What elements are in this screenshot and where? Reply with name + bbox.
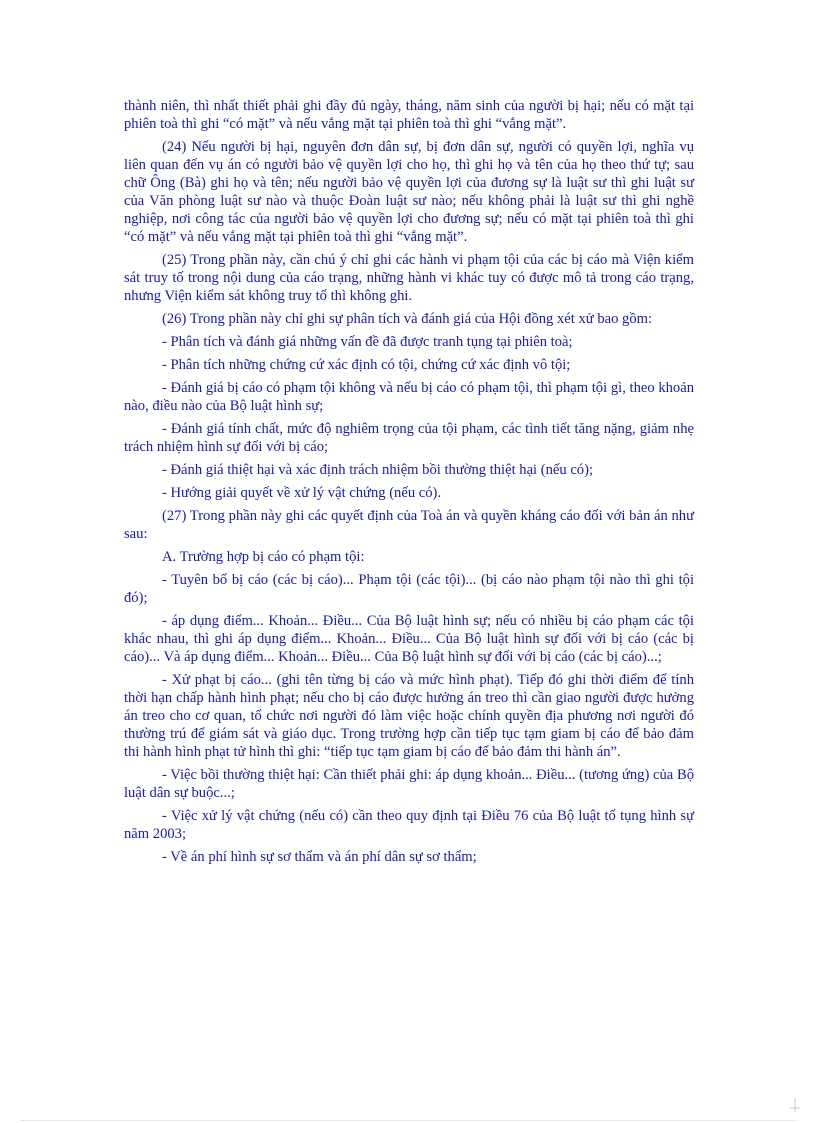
list-item: - Phân tích những chứng cứ xác định có tội, chứng cứ xác định vô tội; xyxy=(162,357,571,373)
paragraph-note-26: (26) Trong phần này chỉ ghi sự phân tích và đánh giá của Hội đồng xét xử bao gồm: xyxy=(162,311,653,327)
list-item: - Đánh giá tính chất, mức độ nghiêm trọng của tội phạm, các tình tiết tăng nặng, giảm nhẹ trách nhiệm hình sự đối với bị cáo; xyxy=(124,421,694,455)
list-item: - Hướng giải quyết về xử lý vật chứng (nếu có). xyxy=(162,485,442,501)
paragraph-note-24: (24) Nếu người bị hại, nguyên đơn dân sự, bị đơn dân sự, người có quyền lợi, nghĩa vụ liên quan đến vụ án có người bảo vệ quyền lợi cho họ, thì ghi họ và tên của họ theo thứ tự; sau chữ Ông (Bà) ghi họ và tên; nếu người bảo vệ quyền lợi của đương sự là luật sư thì ghi luật sư của Văn phòng luật sư nào và thuộc Đoàn luật sư nào; nếu không phải là luật sư thì ghi nghề nghiệp, nơi công tác của người bảo vệ quyền lợi cho đương sự; nếu có mặt tại phiên toà thì ghi “có mặt” và nếu vắng mặt tại phiên toà thì ghi “vắng mặt”. xyxy=(124,139,694,245)
list-item: - Đánh giá thiệt hại và xác định trách nhiệm bồi thường thiệt hại (nếu có); xyxy=(162,462,594,478)
document-page xyxy=(124,97,694,871)
list-item: - Phân tích và đánh giá những vấn đề đã được tranh tụng tại phiên toà; xyxy=(162,334,573,350)
paragraph-note-27: (27) Trong phần này ghi các quyết định của Toà án và quyền kháng cáo đối với bản án như sau: xyxy=(124,508,694,542)
paragraph-note-25: (25) Trong phần này, cần chú ý chỉ ghi các hành vi phạm tội của các bị cáo mà Viện kiểm sát truy tố trong nội dung của cáo trạng, những hành vi khác tuy có được mô tả trong cáo trạng, nhưng Viện kiểm sát không truy tố thì không ghi. xyxy=(124,252,694,304)
list-item: - Việc bồi thường thiệt hại: Cần thiết phải ghi: áp dụng khoản... Điều... (tương ứng) của Bộ luật dân sự buộc...; xyxy=(124,767,694,801)
paragraph-continuation: thành niên, thì nhất thiết phải ghi đầy đủ ngày, tháng, năm sinh của người bị hại; nếu có mặt tại phiên toà thì ghi “có mặt” và nếu vắng mặt tại phiên toà thì ghi “vắng mặt”. xyxy=(124,98,694,132)
page-bottom-rule xyxy=(20,1120,796,1121)
list-item: - Việc xử lý vật chứng (nếu có) cần theo quy định tại Điều 76 của Bộ luật tố tụng hình sự năm 2003; xyxy=(124,808,694,842)
list-item: - Xử phạt bị cáo... (ghi tên từng bị cáo và mức hình phạt). Tiếp đó ghi thời điểm để tính thời hạn chấp hành hình phạt; nếu cho bị cáo được hưởng án treo thì cần giao người được hưởng án treo cho cơ quan, tổ chức nơi người đó làm việc hoặc chính quyền địa phương nơi người đó thường trú để giám sát và giáo dục. Trong trường hợp cần tiếp tục tạm giam bị cáo để bảo đảm thi hành hình phạt tử hình thì ghi: “tiếp tục tạm giam bị cáo để bảo đảm thi hành án”. xyxy=(124,672,694,760)
list-item: - Tuyên bố bị cáo (các bị cáo)... Phạm tội (các tội)... (bị cáo nào phạm tội nào thì ghi tội đó); xyxy=(124,572,694,606)
list-item: - Đánh giá bị cáo có phạm tội không và nếu bị cáo có phạm tội, thì phạm tội gì, theo khoản nào, điều nào của Bộ luật hình sự; xyxy=(124,380,694,414)
section-heading-a: A. Trường hợp bị cáo có phạm tội: xyxy=(162,549,365,565)
list-item: - Về án phí hình sự sơ thẩm và án phí dân sự sơ thẩm; xyxy=(162,849,477,865)
page-corner-mark-icon xyxy=(790,1098,800,1112)
list-item: - áp dụng điểm... Khoản... Điều... Của Bộ luật hình sự; nếu có nhiều bị cáo phạm các tội khác nhau, thì ghi áp dụng điểm... Khoản... Điều... Của Bộ luật hình sự đối với bị cáo (các bị cáo)... Và áp dụng điểm... Khoản... Điều... Của Bộ luật hình sự đối với bị cáo (các bị cáo)...; xyxy=(124,613,694,665)
